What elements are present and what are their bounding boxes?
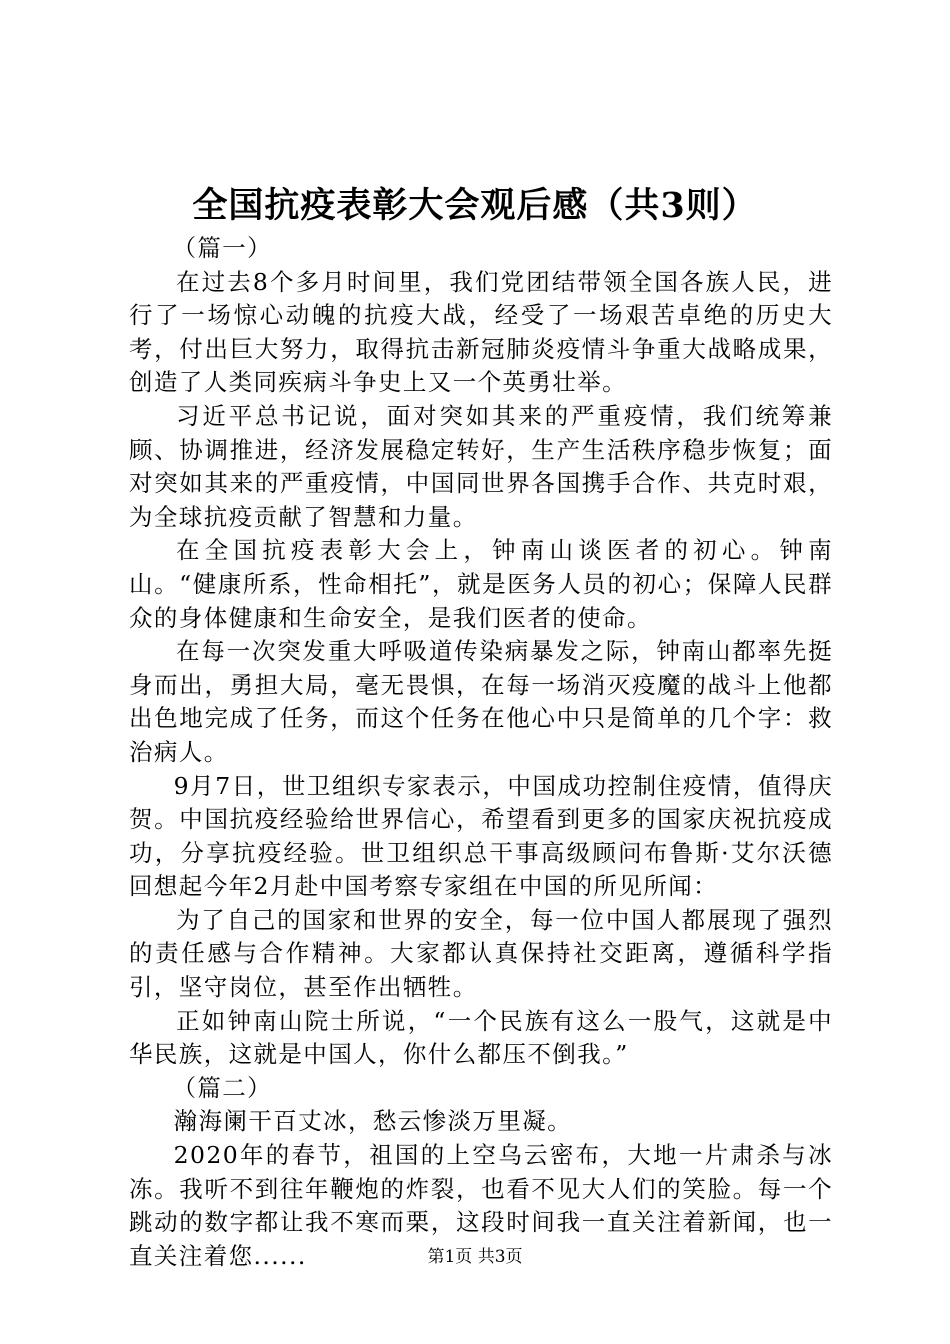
paragraph: 习近平总书记说，面对突如其来的严重疫情，我们统筹兼顾、协调推进，经济发展稳定转好，生产生活秩序稳步恢复；面对突如其来的严重疫情，中国同世界各国携手合作、共克时艰，为全球抗疫贡献了智慧和力量。 bbox=[129, 401, 833, 531]
section-heading-1: （篇一） bbox=[172, 234, 273, 262]
paragraph: 正如钟南山院士所说，“一个民族有这么一股气，这就是中华民族，这就是中国人，你什么都压不倒我。” bbox=[129, 1006, 833, 1069]
paragraph: 9月7日，世卫组织专家表示，中国成功控制住疫情，值得庆贺。中国抗疫经验给世界信心，希望看到更多的国家庆祝抗疫成功，分享抗疫经验。世卫组织总干事高级顾问布鲁斯·艾尔沃德回想起今年2月赴中国考察专家组在中国的所见所闻： bbox=[129, 771, 833, 901]
page-number-footer: 第1页 共3页 bbox=[427, 1247, 523, 1267]
paragraph: 在每一次突发重大呼吸道传染病暴发之际，钟南山都率先挺身而出，勇担大局，毫无畏惧，在每一场消灭疫魔的战斗上他都出色地完成了任务，而这个任务在他心中只是简单的几个字：救治病人。 bbox=[129, 637, 833, 766]
document-title: 全国抗疫表彰大会观后感（共3则） bbox=[192, 185, 758, 226]
paragraph: 在全国抗疫表彰大会上，钟南山谈医者的初心。钟南山。“健康所系，性命相托”，就是医务人员的初心；保障人民群众的身体健康和生命安全，是我们医者的使命。 bbox=[129, 536, 833, 632]
document-body bbox=[129, 232, 833, 1273]
paragraph: 在过去8个多月时间里，我们党团结带领全国各族人民，进行了一场惊心动魄的抗疫大战，经受了一场艰苦卓绝的历史大考，付出巨大努力，取得抗击新冠肺炎疫情斗争重大战略成果，创造了人类同疾病斗争史上又一个英勇壮举。 bbox=[129, 267, 833, 397]
paragraph: 2020年的春节，祖国的上空乌云密布，大地一片肃杀与冰冻。我听不到往年鞭炮的炸裂，也看不见大人们的笑脸。每一个跳动的数字都让我不寒而栗，这段时间我一直关注着新闻，也一直关注着您...... bbox=[129, 1141, 833, 1270]
section-heading-2: （篇二） bbox=[172, 1073, 273, 1102]
paragraph: 为了自己的国家和世界的安全，每一位中国人都展现了强烈的责任感与合作精神。大家都认真保持社交距离，遵循科学指引，坚守岗位，甚至作出牺牲。 bbox=[129, 905, 833, 1002]
paragraph: 瀚海阑干百丈冰，愁云惨淡万里凝。 bbox=[173, 1107, 573, 1136]
